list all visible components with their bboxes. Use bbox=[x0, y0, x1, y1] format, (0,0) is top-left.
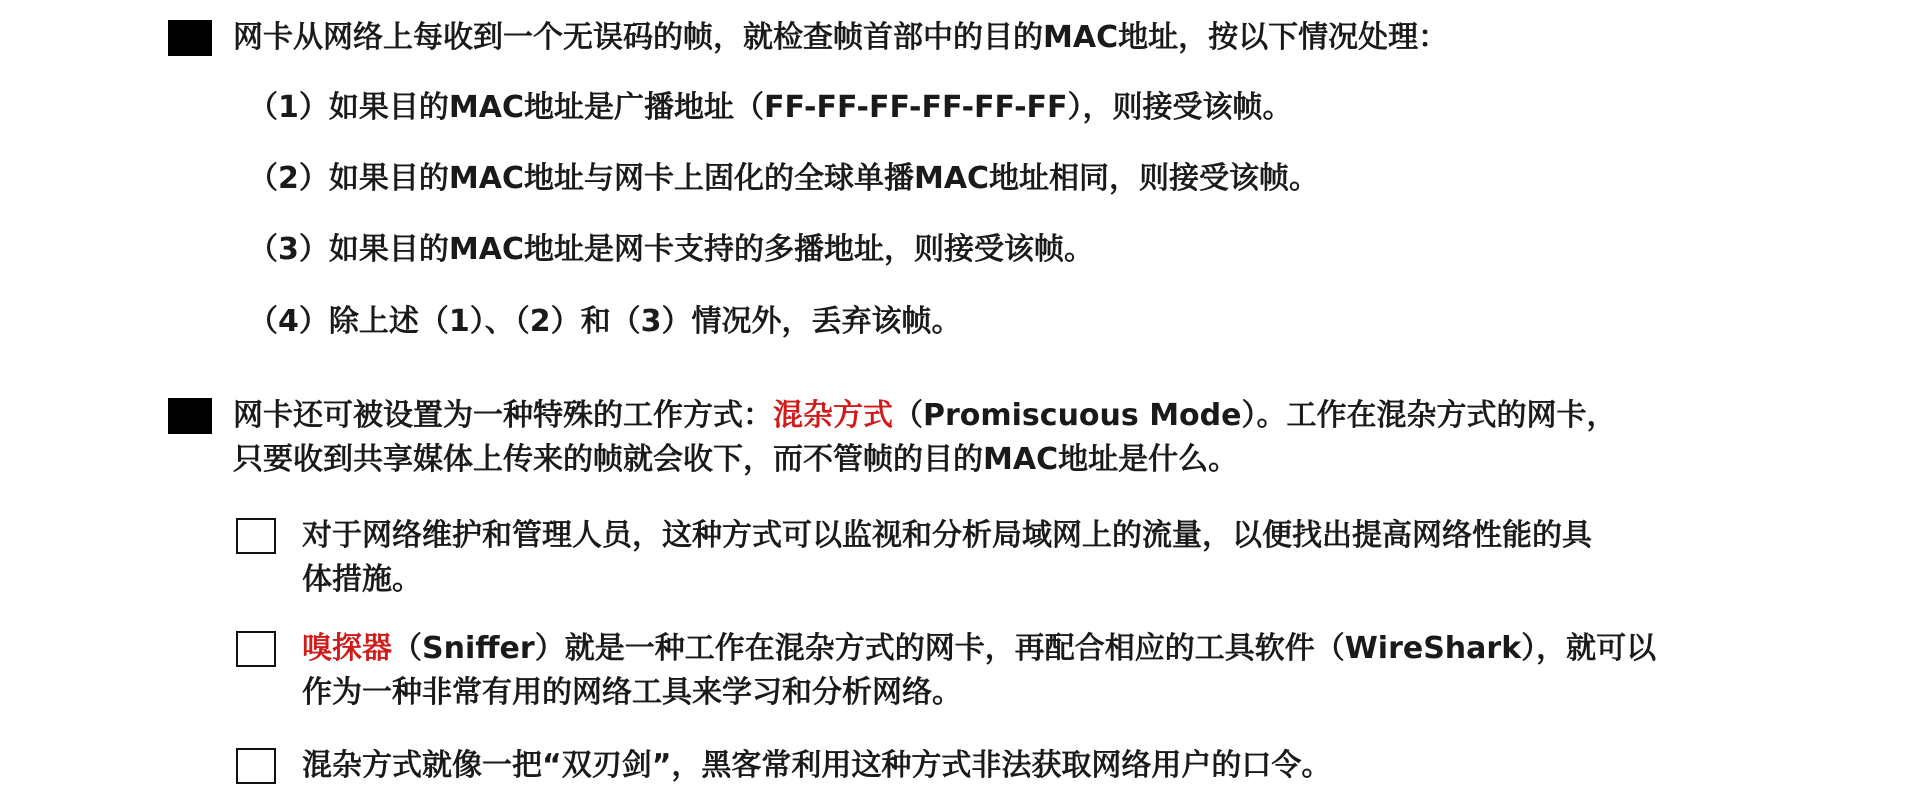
sniffer-highlight: 嗅探器 bbox=[302, 631, 392, 666]
empty-square-icon bbox=[236, 748, 276, 784]
section2-heading-prefix: 网卡还可被设置为一种特殊的工作方式： bbox=[233, 398, 773, 433]
filled-square-icon bbox=[168, 398, 212, 434]
bullet-2-line2: 作为一种非常有用的网络工具来学习和分析网络。 bbox=[302, 675, 962, 710]
empty-square-icon bbox=[236, 518, 276, 554]
section2-heading-line2: 只要收到共享媒体上传来的帧就会收下，而不管帧的目的MAC地址是什么。 bbox=[233, 442, 1239, 477]
bullet-1-line2: 体措施。 bbox=[302, 562, 422, 597]
empty-square-icon bbox=[236, 631, 276, 667]
promiscuous-mode-highlight: 混杂方式 bbox=[773, 398, 893, 433]
rule-item-2: （2）如果目的MAC地址与网卡上固化的全球单播MAC地址相同，则接受该帧。 bbox=[248, 161, 1320, 196]
bullet-2-line1-rest: （Sniffer）就是一种工作在混杂方式的网卡，再配合相应的工具软件（WireShark），就可以 bbox=[392, 631, 1657, 666]
bullet-1-line1: 对于网络维护和管理人员，这种方式可以监视和分析局域网上的流量，以便找出提高网络性能的具 bbox=[302, 518, 1592, 553]
section2-heading bbox=[233, 392, 1617, 440]
rule-item-3: （3）如果目的MAC地址是网卡支持的多播地址，则接受该帧。 bbox=[248, 232, 1094, 267]
section2-heading-suffix: （Promiscuous Mode）。工作在混杂方式的网卡， bbox=[893, 398, 1617, 433]
filled-square-icon bbox=[168, 20, 212, 56]
rule-item-4: （4）除上述（1）、（2）和（3）情况外，丢弃该帧。 bbox=[248, 304, 962, 339]
section1-heading: 网卡从网络上每收到一个无误码的帧，就检查帧首部中的目的MAC地址，按以下情况处理： bbox=[233, 20, 1449, 55]
bullet-2-line1 bbox=[302, 625, 1656, 673]
bullet-3-line1: 混杂方式就像一把“双刃剑”，黑客常利用这种方式非法获取网络用户的口令。 bbox=[302, 748, 1332, 783]
rule-item-1: （1）如果目的MAC地址是广播地址（FF-FF-FF-FF-FF-FF），则接受该帧。 bbox=[248, 90, 1293, 125]
